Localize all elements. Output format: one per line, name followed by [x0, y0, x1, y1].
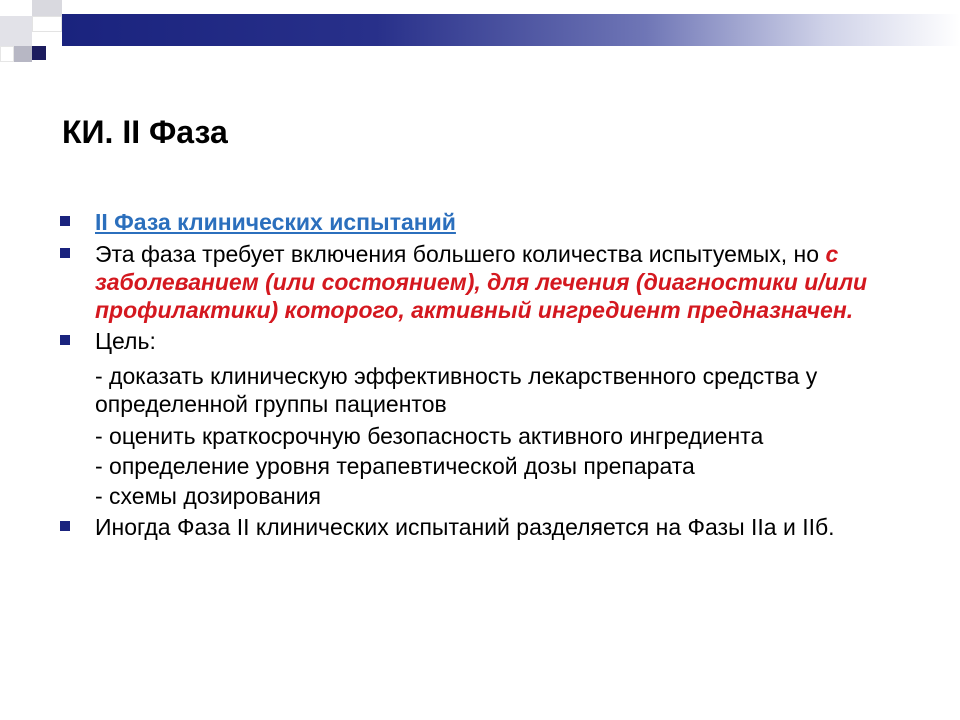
bullet-item [58, 208, 918, 236]
slide-content [58, 208, 918, 541]
highlight-text: . [846, 297, 854, 323]
goal-subitem: - определение уровня терапевтической дозы препарата [95, 453, 695, 479]
header-square-decoration [32, 0, 62, 16]
bullet-text: Иногда Фаза II клинических испытаний разделяется на Фазы IIа и IIб. [95, 514, 835, 540]
slide-title: КИ. II Фаза [62, 114, 228, 150]
header-square-decoration [0, 16, 32, 46]
highlight-text: , [474, 269, 488, 295]
goal-subitem: - оценить краткосрочную безопасность активного ингредиента [95, 423, 764, 449]
header-square-decoration [32, 46, 46, 60]
header-square-decoration [14, 46, 32, 62]
square-bullet-icon [60, 248, 70, 258]
square-bullet-icon [60, 521, 70, 531]
bullet-text: Эта фаза требует включения большего количества испытуемых, но [95, 241, 826, 267]
bullet-text: Цель: [95, 328, 156, 354]
header-square-decoration [0, 0, 34, 16]
bullet-item [58, 513, 918, 541]
goal-subitem: - доказать клиническую эффективность лекарственного средства у определенной группы пациентов [95, 363, 818, 417]
square-bullet-icon [60, 216, 70, 226]
header-gradient-bar [62, 14, 960, 46]
goal-subitem: - схемы дозирования [95, 483, 322, 509]
header-square-decoration [32, 16, 62, 32]
phase-link[interactable]: II Фаза клинических испытаний [95, 209, 456, 235]
square-bullet-icon [60, 335, 70, 345]
bullet-item [58, 240, 918, 324]
bullet-item [58, 327, 918, 510]
highlight-text: с заболеванием (или состоянием) [95, 241, 839, 295]
header-square-decoration [0, 46, 14, 62]
highlight-text: для лечения (диагностики и/или профилактики) которого, активный ингредиент предназначен [95, 269, 868, 323]
